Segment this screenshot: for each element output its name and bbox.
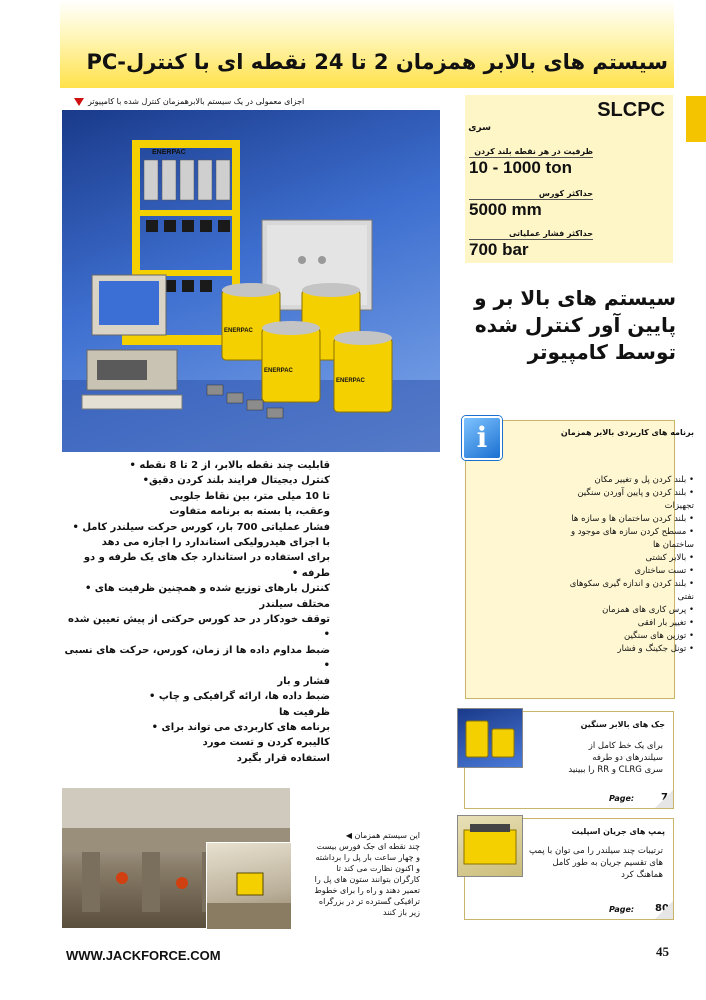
list-item: • بلند کردن ساختمان ها و سازه ها [571, 514, 694, 524]
description-line: هماهنگ کرد [621, 870, 663, 880]
list-item: • تغییر بار افقی [637, 618, 694, 628]
photo-caption-text: اجزای معمولی در یک سیستم بالابرهمزمان کنترل شده با کامپیوتر [88, 97, 305, 106]
heading-line: توسط کامپیوتر [527, 340, 676, 364]
triangle-bullet-icon [74, 98, 84, 106]
product-description [523, 845, 663, 881]
list-item: کنترل بارهای توزیع شده و همچنین ظرفیت های • [84, 583, 330, 595]
bottom-caption [292, 830, 420, 918]
list-item: کالیبره کردن و تست مورد [202, 737, 330, 749]
list-item: برنامه های کاربردی می تواند برای • [151, 721, 330, 733]
list-item: • تست ساختاری [634, 566, 694, 576]
list-item: قابلیت چند نقطه بالابر، از 2 تا 8 نقطه • [129, 460, 330, 471]
list-item: • مسطح کردن سازه های موجود و [570, 527, 694, 537]
website-link[interactable]: WWW.JACKFORCE.COM [66, 948, 221, 963]
edge-tab [686, 96, 706, 142]
list-item: استفاده قرار بگیرد [236, 752, 330, 764]
spec-row-pressure [469, 229, 593, 260]
inset-photo [206, 842, 292, 930]
spec-row-capacity [469, 147, 593, 178]
info-icon: i [462, 416, 502, 460]
caption-line: و اکنون نظارت می کند تا [336, 864, 420, 873]
list-item: • بلند کردن و اندازه گیری سکوهای [569, 579, 694, 589]
description-line: سری CLRG و RR را ببینید [568, 765, 663, 775]
page-title: سیستم های بالابر همزمان 2 تا 24 نقطه ای با کنترل-PC [86, 50, 668, 74]
list-item: با اجزای هیدرولیکی استاندارد را اجازه می دهد [101, 537, 330, 549]
list-item: • بالابر کشتی [645, 553, 694, 563]
heading-line: پایین آور کنترل شده [474, 313, 676, 337]
heading-line: سیستم های بالا بر و [474, 286, 676, 310]
list-item: ضبط داده ها، ارائه گرافیکی و چاپ • [149, 691, 330, 703]
product-thumbnail [457, 815, 523, 877]
product-title: جک های بالابر سنگین [580, 720, 665, 729]
list-item: • تونل جکینگ و فشار [617, 644, 694, 654]
description-line: ترتیبات چند سیلندر را می توان با پمپ [528, 846, 663, 856]
cylinder-brand-text: ENERPAC [336, 378, 365, 384]
spec-label: ظرفیت در هر نقطه بلند کردن [469, 147, 593, 158]
photo-caption [74, 97, 438, 106]
list-item: توقف خودکار در حد کورس حرکتی از پیش تعیین شده • [68, 614, 330, 641]
list-item: فشار عملیاتی 700 بار، کورس حرکت سیلندر کامل • [72, 521, 330, 533]
description-line: برای یک خط کامل از [588, 741, 663, 751]
caption-line: تعمیر دهند و راه را برای خطوط [314, 886, 420, 895]
applications-title: برنامه های کاربردی بالابر همزمان [560, 428, 694, 437]
product-title: پمپ های جریان اسپلیت [571, 827, 665, 836]
model-name: SLCPC [597, 99, 665, 121]
list-item: ظرفیت ها [278, 706, 330, 718]
spec-value: 10 - 1000 ton [469, 158, 572, 177]
series-label: سری [468, 123, 491, 133]
page-ref-label: Page: [609, 794, 635, 803]
caption-line: ترافیکی گسترده تر در بزرگراه [318, 897, 420, 906]
page-ref-number: 80 [655, 903, 669, 914]
caption-line: و چهار ساعت بار پل را برداشته [315, 853, 420, 862]
product-description [543, 740, 663, 776]
page-number: 45 [656, 944, 669, 959]
section-heading [460, 285, 676, 366]
description-line: سیلندرهای دو طرفه [592, 753, 663, 763]
main-product-photo [62, 110, 440, 452]
product-illustration [62, 110, 440, 452]
spec-box [465, 95, 673, 263]
product-box-jacks [464, 711, 674, 809]
list-item: تا 10 میلی متر، بین نقاط جلویی [169, 490, 330, 502]
list-item: ساختمان ها [652, 540, 694, 550]
rack-brand-text: ENERPAC [152, 149, 186, 156]
list-item: نفتی [677, 592, 694, 602]
cylinder-brand-text: ENERPAC [224, 328, 253, 334]
list-item: • بلند کردن و پایین آوردن سنگین [577, 488, 694, 498]
description-line: های تقسیم جریان به طور کامل [552, 858, 663, 868]
list-item: کنترل دیجیتال فرایند بلند کردن دقیق• [142, 475, 330, 487]
list-item: فشار و بار [277, 675, 330, 687]
caption-line: زیر باز کنند [383, 908, 420, 917]
list-item: • توزین های سنگین [624, 631, 694, 641]
features-list [60, 458, 330, 766]
list-item: تجهیزات [664, 501, 694, 511]
applications-list [514, 474, 694, 656]
spec-value: 5000 mm [469, 200, 542, 219]
caption-line: کارگران بتوانند ستون های پل را [314, 875, 420, 884]
product-thumbnail [457, 708, 523, 768]
spec-value: 700 bar [469, 240, 529, 259]
page-fold-icon [655, 790, 673, 808]
page-ref-label: Page: [609, 905, 635, 914]
spec-label: حداکثر کورس [469, 189, 593, 200]
list-item: • بلند کردن پل و تغییر مکان [594, 475, 694, 485]
header-banner [60, 0, 674, 88]
product-box-pumps [464, 818, 674, 920]
list-item: ضبط مداوم داده ها از زمان، کورس، حرکت های نسبی • [64, 644, 330, 672]
spec-row-stroke [469, 189, 593, 220]
page-fold-icon [655, 901, 673, 919]
page-ref-number: 7 [661, 792, 668, 803]
cylinder-brand-text: ENERPAC [264, 368, 293, 374]
list-item: مختلف سیلندر [259, 598, 330, 610]
caption-line: چند نقطه ای جک فورس بیست [316, 842, 420, 851]
caption-line: این سیستم همزمان ◀ [345, 831, 420, 840]
spec-label: حداکثر فشار عملیاتی [469, 229, 593, 240]
list-item: وعقب، یا بسته به برنامه متفاوت [169, 506, 330, 518]
list-item: • پرس کاری های همزمان [602, 605, 694, 615]
list-item: برای استفاده در استاندارد جک های یک طرفه و دو طرفه • [83, 552, 330, 579]
